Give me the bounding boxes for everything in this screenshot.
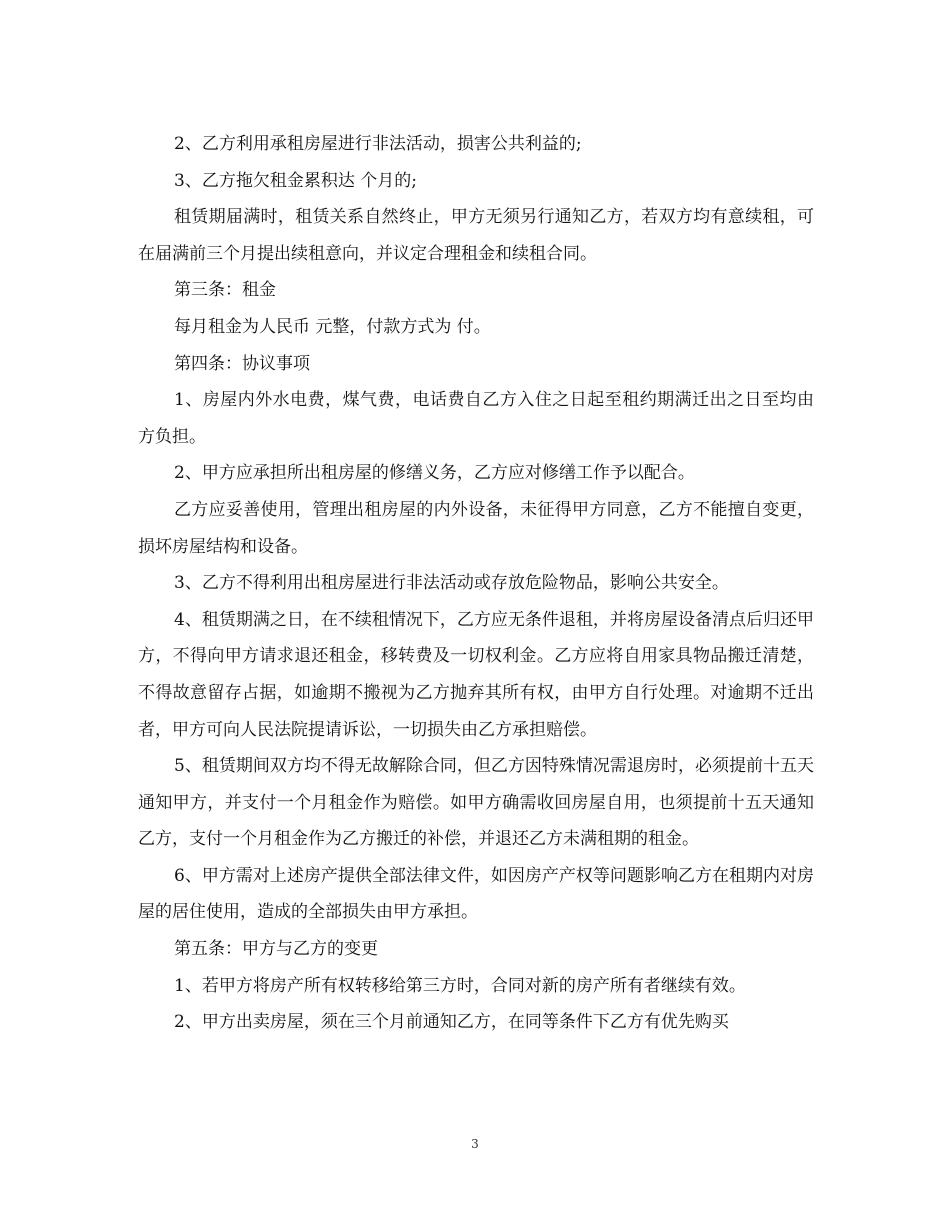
page-number: 3 bbox=[471, 1137, 479, 1151]
paragraph: 2、甲方应承担所出租房屋的修缮义务，乙方应对修缮工作予以配合。 bbox=[174, 463, 695, 484]
paragraph: 2、乙方利用承租房屋进行非法活动，损害公共利益的; bbox=[174, 134, 582, 154]
section-heading: 第四条：协议事项 bbox=[174, 353, 310, 374]
paragraph: 乙方应妥善使用，管理出租房屋的内外设备，未征得甲方同意，乙方不能擅自变更，损坏房屋结构和设备。 bbox=[138, 499, 814, 557]
paragraph: 租赁期届满时，租赁关系自然终止，甲方无须另行通知乙方，若双方均有意续租，可在届满前三个月提出续租意向，并议定合理租金和续租合同。 bbox=[138, 207, 814, 264]
paragraph: 6、甲方需对上述房产提供全部法律文件，如因房产产权等问题影响乙方在租期内对房屋的居住使用，造成的全部损失由甲方承担。 bbox=[138, 865, 814, 923]
paragraph: 3、乙方不得利用出租房屋进行非法活动或存放危险物品，影响公共安全。 bbox=[174, 573, 729, 594]
paragraph: 1、房屋内外水电费，煤气费，电话费自乙方入住之日起至租约期满迁出之日至均由 方负担。 bbox=[138, 390, 820, 447]
paragraph: 2、甲方出卖房屋，须在三个月前通知乙方，在同等条件下乙方有优先购买 bbox=[174, 1012, 729, 1033]
paragraph: 每月租金为人民币 元整，付款方式为 付。 bbox=[174, 316, 491, 337]
paragraph: 3、乙方拖欠租金累积达 个月的; bbox=[174, 170, 417, 191]
document-body bbox=[138, 126, 820, 1041]
section-heading: 第三条：租金 bbox=[174, 280, 276, 301]
paragraph: 4、租赁期满之日，在不续租情况下，乙方应无条件退租，并将房屋设备清点后归还甲方，不得向甲方请求退还租金，移转费及一切权利金。乙方应将自用家具物品搬迁清楚，不得故意留存占据，如逾期不搬视为乙方抛弃其所有权，由甲方自行处理。对逾期不迁出者，甲方可向人民法院提请诉讼，一切损失由乙方承担赔偿。 bbox=[138, 609, 814, 740]
paragraph: 5、租赁期间双方均不得无故解除合同，但乙方因特殊情况需退房时，必须提前十五天通知甲方，并支付一个月租金作为赔偿。如甲方确需收回房屋自用，也须提前十五天通知乙方，支付一个月租金作为乙方搬迁的补偿，并退还乙方未满租期的租金。 bbox=[138, 756, 814, 850]
paragraph: 1、若甲方将房产所有权转移给第三方时，合同对新的房产所有者继续有效。 bbox=[174, 975, 746, 996]
section-heading: 第五条：甲方与乙方的变更 bbox=[174, 939, 378, 960]
